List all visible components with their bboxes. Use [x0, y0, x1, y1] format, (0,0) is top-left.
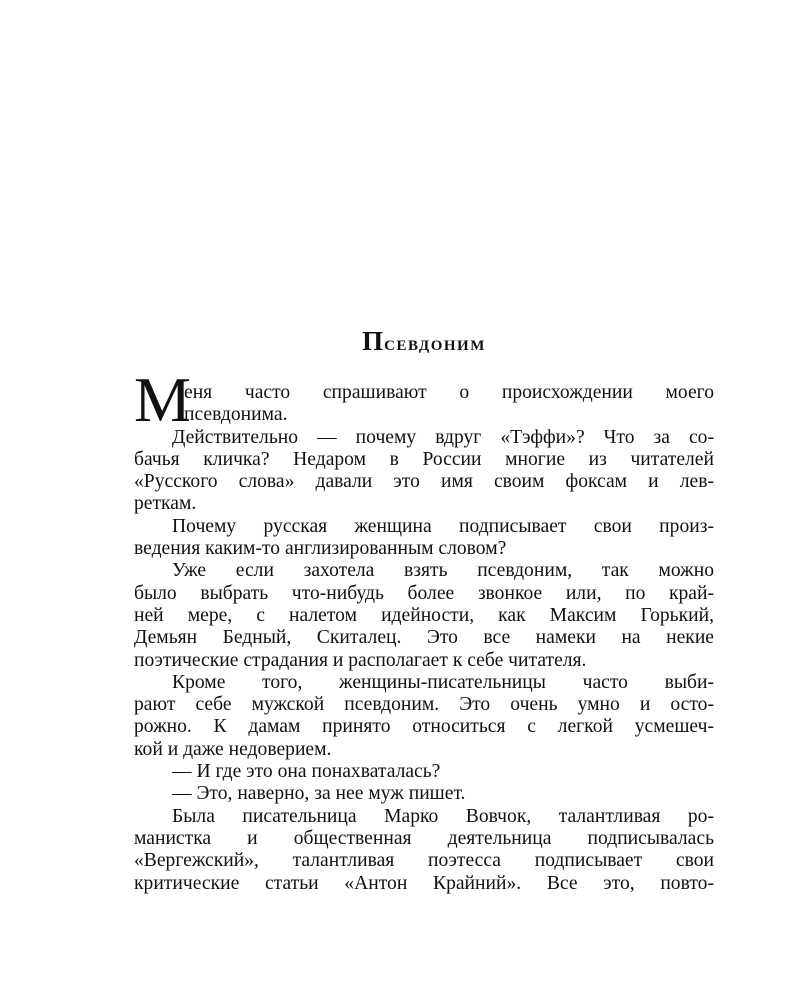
text-line: Была писательница Марко Вовчок, талантливая ро-: [172, 805, 714, 827]
text-line: рают себе мужской псевдоним. Это очень умно и осто-: [134, 694, 714, 716]
text-line: Почему русская женщина подписывает свои произ-: [172, 515, 714, 537]
book-page: [134, 326, 714, 895]
text-line: рожно. К дамам принято относиться с легкой усмешеч-: [134, 716, 714, 738]
text-line: псевдонима.: [184, 404, 288, 426]
body-text: [134, 382, 714, 895]
text-line: — И где это она понахваталась?: [172, 761, 441, 783]
text-line: «Вергежский», талантливая поэтесса подписывает свои: [134, 850, 714, 872]
text-line: поэтические страдания и располагает к себе читателя.: [134, 649, 587, 671]
text-line: манистка и общественная деятельница подписывалась: [134, 827, 714, 849]
text-line: — Это, наверно, за нее муж пишет.: [172, 783, 466, 805]
drop-cap-letter: М: [134, 364, 191, 435]
text-line: Действительно — почему вдруг «Тэффи»? Что за со-: [172, 426, 714, 448]
text-line: бачья кличка? Недаром в России многие из читателей: [134, 448, 714, 470]
text-line: Демьян Бедный, Скиталец. Это все намеки на некие: [134, 627, 714, 649]
chapter-title-rest: севдоним: [384, 331, 486, 355]
text-line: Уже если захотела взять псевдоним, так можно: [172, 560, 714, 582]
text-line: критические статьи «Антон Крайний». Все это, повто-: [134, 872, 714, 894]
text-line: еня часто спрашивают о происхождении моего: [184, 382, 714, 403]
text-line: ведения каким-то англизированным словом?: [134, 538, 507, 560]
text-line: было выбрать что-нибудь более звонкое или, по край-: [134, 582, 714, 604]
text-line: Кроме того, женщины-писательницы часто выби-: [172, 671, 714, 693]
chapter-title-initial: П: [362, 326, 385, 356]
text-line: ней мере, с налетом идейности, как Максим Горький,: [134, 604, 714, 626]
chapter-title: [134, 326, 714, 358]
text-line: «Русского слова» давали это имя своим фоксам и лев-: [134, 471, 714, 493]
text-line: реткам.: [134, 493, 197, 515]
text-line: кой и даже недоверием.: [134, 738, 332, 760]
